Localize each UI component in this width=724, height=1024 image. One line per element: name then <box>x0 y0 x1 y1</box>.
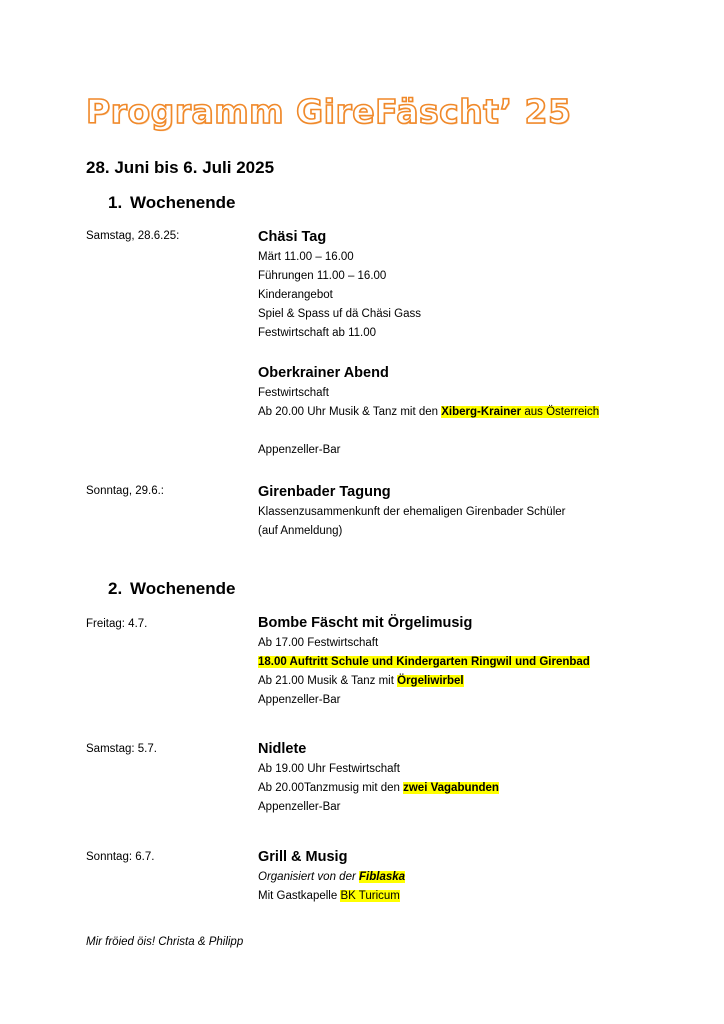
event-line <box>258 779 499 798</box>
event-title: Bombe Fäscht mit Örgelimusig <box>258 615 473 631</box>
event-line <box>258 868 405 887</box>
event-line: (auf Anmeldung) <box>258 525 343 537</box>
highlight-text: aus Österreich <box>521 406 600 418</box>
line-text: Ab 21.00 Musik & Tanz mit <box>258 675 398 687</box>
event-line: Ab 19.00 Uhr Festwirtschaft <box>258 763 400 775</box>
event-line: Appenzeller-Bar <box>258 694 341 706</box>
weekend-number: 2. <box>108 579 123 598</box>
highlight-bold: Örgeliwirbel <box>397 675 464 687</box>
event-title: Chäsi Tag <box>258 229 327 245</box>
event-title: Girenbader Tagung <box>258 484 391 500</box>
footer-signature: Mir fröied öis! Christa & Philipp <box>86 936 244 948</box>
event-line: Spiel & Spass uf dä Chäsi Gass <box>258 308 421 320</box>
line-text: Mit Gastkapelle <box>258 890 341 902</box>
highlight-bold: 18.00 Auftritt Schule und Kindergarten Ringwil und Girenbad <box>258 656 590 668</box>
event-line: Märt 11.00 – 16.00 <box>258 251 354 263</box>
event-line: Kinderangebot <box>258 289 333 301</box>
weekend-2-heading <box>108 579 235 599</box>
highlight-text: BK Turicum <box>340 890 400 902</box>
highlight-bold: zwei Vagabunden <box>403 782 499 794</box>
event-title: Grill & Musig <box>258 849 348 865</box>
event-block <box>258 226 421 343</box>
event-block <box>258 738 499 817</box>
event-line <box>258 887 405 906</box>
day-label: Samstag: 5.7. <box>86 743 157 755</box>
event-line <box>258 653 590 672</box>
weekend-1-heading <box>108 193 235 213</box>
event-title: Nidlete <box>258 741 307 757</box>
event-line: Festwirtschaft ab 11.00 <box>258 327 377 339</box>
day-label: Freitag: 4.7. <box>86 618 148 630</box>
event-line: Festwirtschaft <box>258 387 329 399</box>
event-block <box>258 362 599 460</box>
event-line: Ab 17.00 Festwirtschaft <box>258 637 379 649</box>
event-line: Appenzeller-Bar <box>258 801 341 813</box>
event-line <box>258 403 599 422</box>
weekend-label: Wochenende <box>130 579 236 598</box>
weekend-label: Wochenende <box>130 193 236 212</box>
day-label: Samstag, 28.6.25: <box>86 230 180 242</box>
day-label: Sonntag, 29.6.: <box>86 485 165 497</box>
page-title: Programm GireFäscht’ 25 <box>86 92 572 131</box>
line-text: Ab 20.00 Uhr Musik & Tanz mit den <box>258 406 442 418</box>
event-block <box>258 481 565 541</box>
line-text: Ab 20.00Tanzmusig mit den <box>258 782 404 794</box>
event-line: Führungen 11.00 – 16.00 <box>258 270 387 282</box>
highlight-bold: Xiberg-Krainer <box>441 406 522 418</box>
weekend-number: 1. <box>108 193 123 212</box>
event-line: Appenzeller-Bar <box>258 444 341 456</box>
date-range: 28. Juni bis 6. Juli 2025 <box>86 158 275 177</box>
event-block <box>258 846 405 906</box>
event-line: Klassenzusammenkunft der ehemaligen Girenbader Schüler <box>258 506 566 518</box>
highlight-bold: Fiblaska <box>359 871 406 883</box>
spacer <box>258 422 599 441</box>
line-text: Organisiert von der <box>258 871 359 883</box>
event-title: Oberkrainer Abend <box>258 365 389 381</box>
event-block <box>258 612 590 710</box>
day-label: Sonntag: 6.7. <box>86 851 155 863</box>
event-line <box>258 672 590 691</box>
